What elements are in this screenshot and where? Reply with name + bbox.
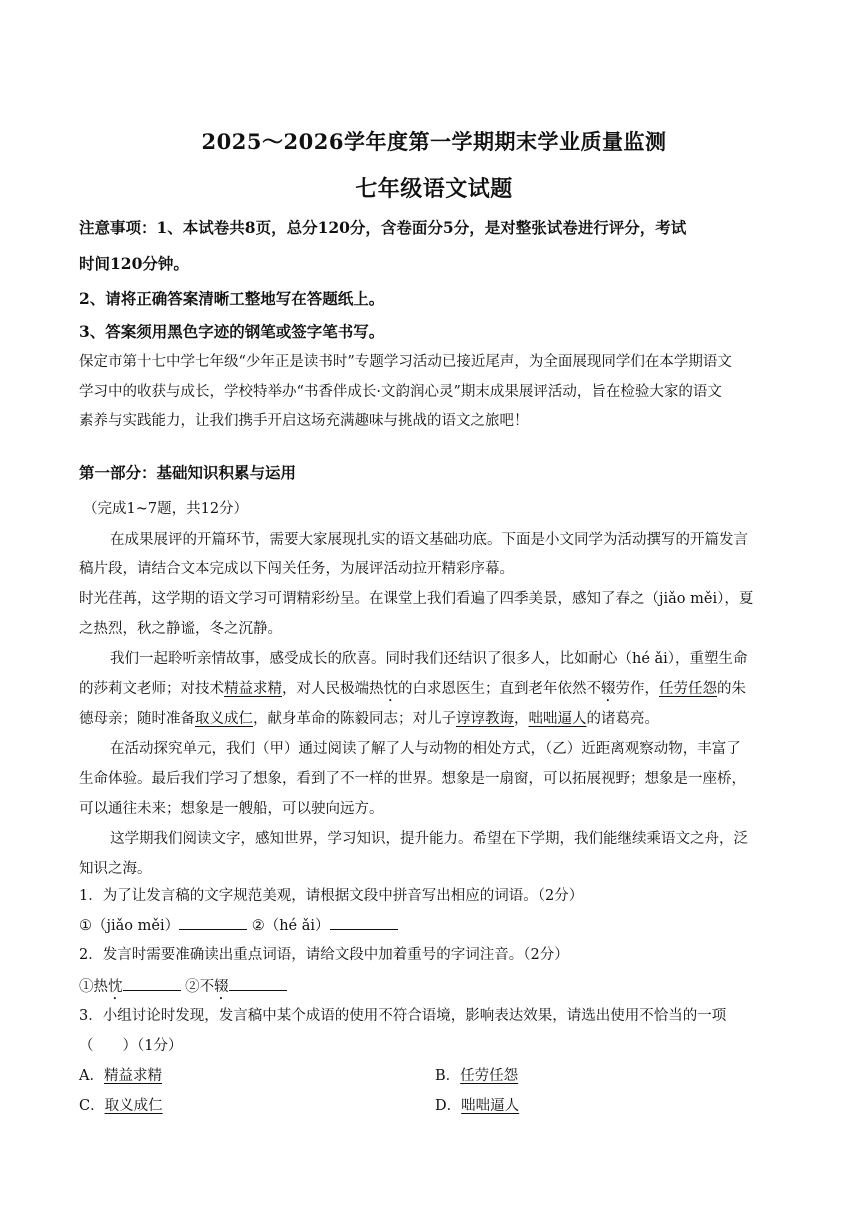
passage-p3-line-1: 我们一起聆听亲情故事，感受成长的欣喜。同时我们还结识了很多人，比如耐心（hé ǎi），重塑生命 — [110, 651, 748, 667]
option-letter: B． — [435, 1068, 461, 1084]
underlined-idiom: 取义成仁 — [195, 711, 253, 727]
q1-answer-b-label: ②（hé ǎi） — [251, 918, 330, 934]
notice-line-2: 时间120分钟。 — [79, 254, 189, 273]
option-text: 任劳任怨 — [460, 1068, 519, 1084]
question-1-answers — [79, 915, 791, 936]
intro-line-1: 保定市第十七中学七年级“少年正是读书时”专题学习活动已接近尾声，为全面展现同学们在本学期语文 — [79, 354, 732, 370]
intro-line-2: 学习中的收获与成长，学校特举办“书香伴成长·文韵润心灵”期末成果展评活动，旨在检验大家的语文 — [79, 384, 722, 400]
q2-answer-a-blank[interactable] — [123, 976, 181, 991]
exam-subtitle: 七年级语文试题 — [355, 176, 513, 202]
option-letter: D． — [435, 1098, 462, 1114]
option-a[interactable] — [79, 1066, 162, 1086]
passage-p3-line-3 — [79, 709, 791, 729]
passage-p1-line-1: 在成果展评的开篇环节，需要大家展现扎实的语文基础功底。下面是小文同学为活动撰写的开篇发言 — [110, 532, 748, 548]
notice-item-3: 3、答案须用黑色字迹的钢笔或签字笔书写。 — [79, 322, 385, 341]
section-heading: 第一部分：基础知识积累与运用 — [79, 463, 297, 482]
passage-p2-line-1: 时光荏苒，这学期的语文学习可谓精彩纷呈。在课堂上我们看遍了四季美景，感知了春之（jiǎo měi），夏 — [79, 591, 754, 607]
q2-answer-a-label: ①热 — [79, 979, 108, 995]
underlined-idiom: 咄咄逼人 — [528, 711, 587, 727]
q1-answer-b-blank[interactable] — [330, 915, 398, 930]
passage-p3-line-2 — [79, 679, 791, 705]
option-b[interactable] — [435, 1066, 518, 1086]
question-3-line-2: （ ）（1分） — [79, 1038, 183, 1054]
text-segment: 的朱 — [717, 681, 746, 697]
notice-line-1: 注意事项：1、本试卷共8页，总分120分，含卷面分5分，是对整张试卷进行评分，考试 — [79, 218, 687, 237]
option-letter: A． — [79, 1068, 104, 1084]
emphasis-char: 忱 — [383, 681, 398, 697]
exam-title: 2025～2026学年度第一学期期末学业质量监测 — [201, 129, 667, 154]
option-text: 咄咄逼人 — [461, 1098, 520, 1114]
underlined-idiom: 谆谆教诲 — [456, 711, 514, 727]
option-letter: C． — [79, 1098, 105, 1114]
option-d[interactable] — [435, 1096, 519, 1116]
q1-answer-a-blank[interactable] — [179, 915, 247, 930]
intro-line-3: 素养与实践能力，让我们携手开启这场充满趣味与挑战的语文之旅吧！ — [79, 413, 529, 429]
option-text: 取义成仁 — [104, 1098, 163, 1114]
text-segment: ， — [514, 711, 529, 727]
text-segment: ，献身革命的陈毅同志；对儿子 — [253, 711, 456, 727]
text-segment: 的莎莉文老师；对技术 — [79, 681, 224, 697]
text-segment: ，对人民极端热 — [282, 681, 384, 697]
q1-answer-a-label: ①（jiǎo měi） — [79, 918, 180, 934]
notice-item-2: 2、请将正确答案清晰工整地写在答题纸上。 — [79, 289, 385, 308]
passage-p5-line-1: 这学期我们阅读文字，感知世界，学习知识，提升能力。希望在下学期，我们能继续乘语文之舟，泛 — [110, 831, 748, 847]
question-3-line-1: 3．小组讨论时发现，发言稿中某个成语的使用不符合语境，影响表达效果，请选出使用不恰当的一项 — [79, 1008, 727, 1024]
passage-p4-line-1: 在活动探究单元，我们（甲）通过阅读了解了人与动物的相处方式，（乙）近距离观察动物，丰富了 — [110, 741, 741, 757]
passage-p4-line-2: 生命体验。最后我们学习了想象，看到了不一样的世界。想象是一扇窗，可以拓展视野；想象是一座桥， — [79, 771, 746, 787]
question-2-answers — [79, 976, 791, 1003]
passage-p4-line-3: 可以通往未来；想象是一艘船，可以驶向远方。 — [79, 801, 384, 817]
underlined-idiom: 精益求精 — [224, 681, 282, 697]
passage-p1-line-2: 稿片段，请结合文本完成以下闯关任务，为展评活动拉开精彩序幕。 — [79, 561, 514, 577]
text-segment: 的白求恩医生；直到老年依然不 — [398, 681, 601, 697]
passage-p5-line-2: 知识之海。 — [79, 861, 152, 877]
emphasis-char: 忱 — [108, 979, 123, 995]
question-2: 2．发言时需要准确读出重点词语，请给文段中加着重号的字词注音。（2分） — [79, 947, 569, 963]
text-segment: 德母亲；随时准备 — [79, 711, 195, 727]
emphasis-char: 辍 — [601, 681, 616, 697]
section-note: （完成1~7题，共12分） — [83, 501, 249, 517]
q2-answer-b-label: ②不 — [185, 979, 215, 995]
text-segment: 劳作， — [615, 681, 659, 697]
option-c[interactable] — [79, 1096, 163, 1116]
option-text: 精益求精 — [103, 1068, 162, 1084]
underlined-idiom: 任劳任怨 — [659, 681, 717, 697]
passage-p2-line-2: 之热烈，秋之静谧，冬之沉静。 — [79, 621, 282, 637]
q2-answer-b-blank[interactable] — [229, 976, 287, 991]
emphasis-char: 辍 — [214, 979, 229, 995]
text-segment: 的诸葛亮。 — [586, 711, 659, 727]
question-1: 1．为了让发言稿的文字规范美观，请根据文段中拼音写出相应的词语。（2分） — [79, 888, 584, 904]
